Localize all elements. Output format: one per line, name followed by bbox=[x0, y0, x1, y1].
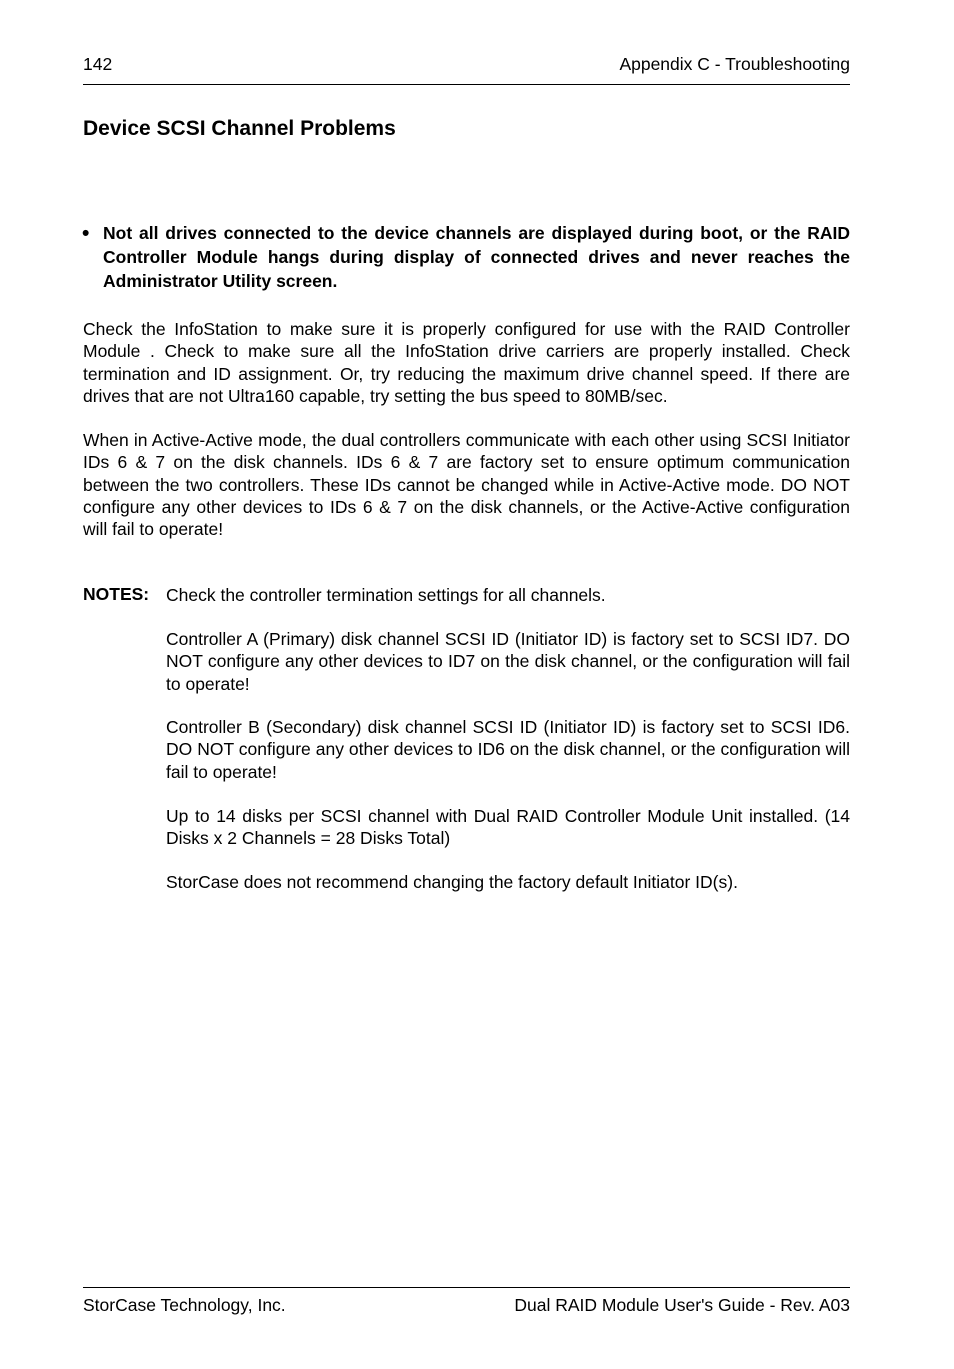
problem-statement: Not all drives connected to the device channels are displayed during boot, or the RAID Controller Module hangs during display of connected drives and never reaches the Administrator Utility screen. bbox=[103, 223, 850, 291]
page-header bbox=[83, 54, 850, 85]
page-number: 142 bbox=[83, 54, 113, 74]
page-footer bbox=[83, 1287, 850, 1318]
note-disk-count: Up to 14 disks per SCSI channel with Dual RAID Controller Module Unit installed. (14 Disks x 2 Channels = 28 Disks Total) bbox=[166, 806, 850, 849]
paragraph-check-infostation: Check the InfoStation to make sure it is properly configured for use with the RAID Controller Module . Check to make sure all the InfoStation drive carriers are properly installed. Check termination and ID assignment. Or, try reducing the maximum drive channel speed. If there are drives that are not Ultra160 capable, try setting the bus speed to 80MB/sec. bbox=[83, 319, 850, 406]
note-controller-a: Controller A (Primary) disk channel SCSI ID (Initiator ID) is factory set to SCSI ID7. DO NOT configure any other devices to ID7 on the disk channel, or the configuration will fail to operate! bbox=[166, 629, 850, 694]
notes-label: NOTES: bbox=[83, 584, 150, 604]
note-recommendation: StorCase does not recommend changing the factory default Initiator ID(s). bbox=[166, 872, 738, 892]
footer-company: StorCase Technology, Inc. bbox=[83, 1295, 286, 1315]
note-termination: Check the controller termination settings for all channels. bbox=[166, 585, 606, 605]
page-title: Device SCSI Channel Problems bbox=[83, 117, 396, 140]
footer-guide-title: Dual RAID Module User's Guide - Rev. A03 bbox=[514, 1295, 850, 1315]
bullet-icon: • bbox=[82, 222, 90, 245]
paragraph-active-active: When in Active-Active mode, the dual controllers communicate with each other using SCSI Initiator IDs 6 & 7 on the disk channels. IDs 6 & 7 are factory set to ensure optimum communication between the two controllers. These IDs cannot be changed while in Active-Active mode. DO NOT configure any other devices to IDs 6 & 7 on the disk channels, or the Active-Active configuration will fail to operate! bbox=[83, 430, 850, 540]
section-title: Appendix C - Troubleshooting bbox=[619, 54, 850, 74]
note-controller-b: Controller B (Secondary) disk channel SCSI ID (Initiator ID) is factory set to SCSI ID6. DO NOT configure any other devices to ID6 on the disk channel, or the configuration will fail to operate! bbox=[166, 717, 850, 782]
